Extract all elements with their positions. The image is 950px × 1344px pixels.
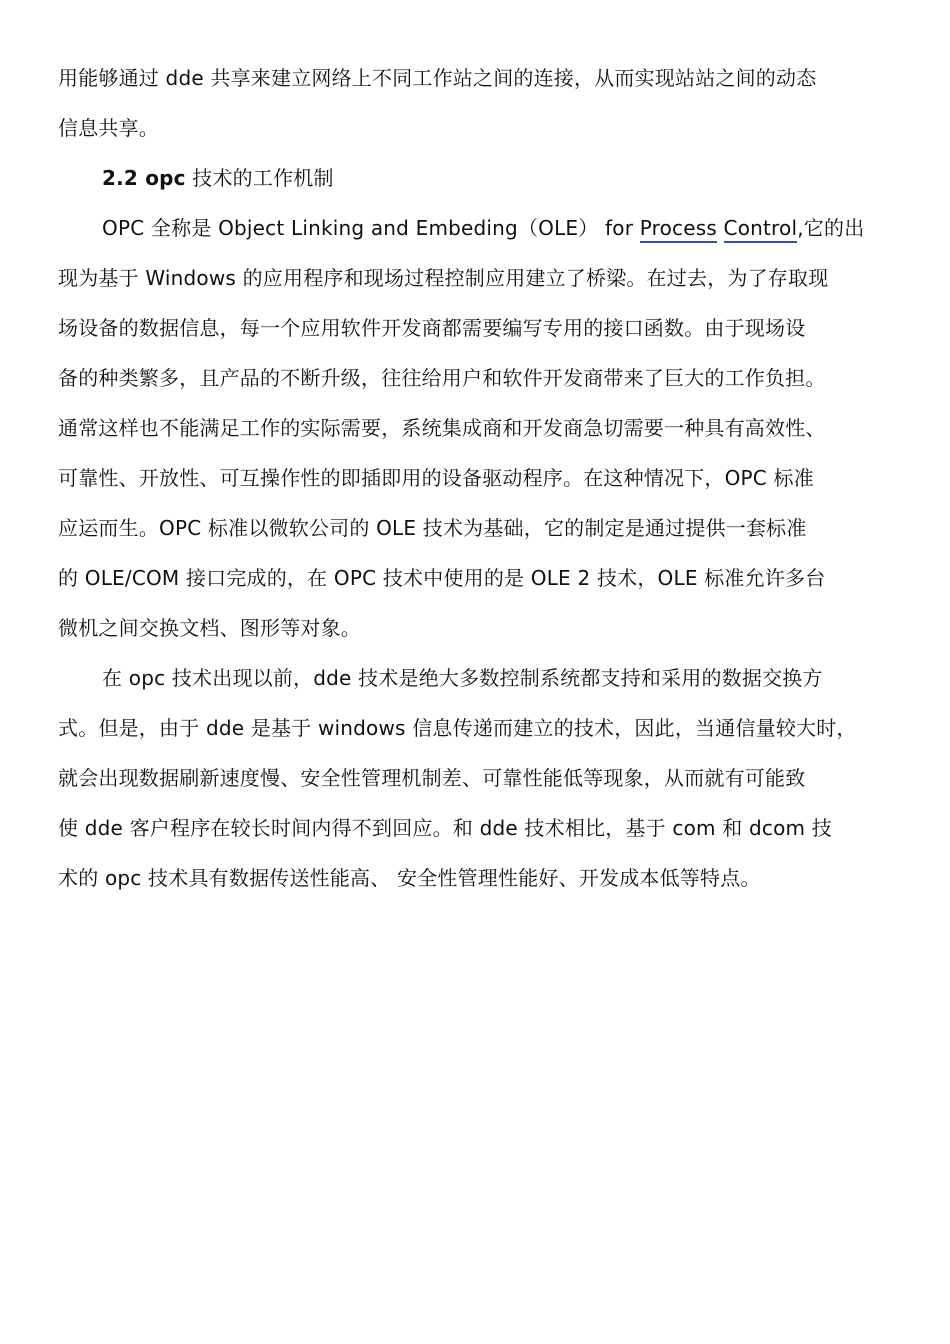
section-number: 2.2 opc: [102, 166, 186, 190]
text-line: 式。但是，由于 dde 是基于 windows 信息传递而建立的技术，因此，当通信量较大时，: [58, 716, 857, 740]
link-control[interactable]: Control: [724, 216, 798, 243]
text-line: 的 OLE/COM 接口完成的，在 OPC 技术中使用的是 OLE 2 技术，OLE 标准允许多台: [58, 566, 826, 590]
text-line: 在 opc 技术出现以前，dde 技术是绝大多数控制系统都支持和采用的数据交换方: [102, 666, 823, 690]
text-line: 场设备的数据信息，每一个应用软件开发商都需要编写专用的接口函数。由于现场设: [58, 316, 806, 340]
text-line: 应运而生。OPC 标准以微软公司的 OLE 技术为基础，它的制定是通过提供一套标准: [58, 516, 807, 540]
text-line: 微机之间交换文档、图形等对象。: [58, 616, 361, 640]
text-span: ,它的出: [797, 216, 865, 240]
text-span: OPC 全称是 Object Linking and Embeding（OLE） for: [102, 216, 640, 240]
text-line: 信息共享。: [58, 116, 159, 140]
text-line: 就会出现数据刷新速度慢、安全性管理机制差、可靠性能低等现象，从而就有可能致: [58, 766, 806, 790]
paragraph-dde-sharing: [58, 56, 894, 156]
text-line: 用能够通过 dde 共享来建立网络上不同工作站之间的连接，从而实现站站之间的动态: [58, 66, 817, 90]
text-line: [58, 206, 894, 256]
paragraph-dde-comparison: [58, 656, 894, 906]
document-page: [58, 56, 894, 906]
paragraph-opc-definition: [58, 206, 894, 656]
text-line: 可靠性、开放性、可互操作性的即插即用的设备驱动程序。在这种情况下，OPC 标准: [58, 466, 814, 490]
text-line: 备的种类繁多，且产品的不断升级，往往给用户和软件开发商带来了巨大的工作负担。: [58, 366, 826, 390]
text-line: 使 dde 客户程序在较长时间内得不到回应。和 dde 技术相比，基于 com 和 dcom 技: [58, 816, 832, 840]
section-title: 技术的工作机制: [185, 166, 334, 190]
text-line: 术的 opc 技术具有数据传送性能高、 安全性管理性能好、开发成本低等特点。: [58, 866, 761, 890]
link-process[interactable]: Process: [640, 216, 717, 243]
text-line: 通常这样也不能满足工作的实际需要，系统集成商和开发商急切需要一种具有高效性、: [58, 416, 826, 440]
section-heading: [58, 156, 894, 206]
text-line: 现为基于 Windows 的应用程序和现场过程控制应用建立了桥梁。在过去，为了存取现: [58, 266, 829, 290]
